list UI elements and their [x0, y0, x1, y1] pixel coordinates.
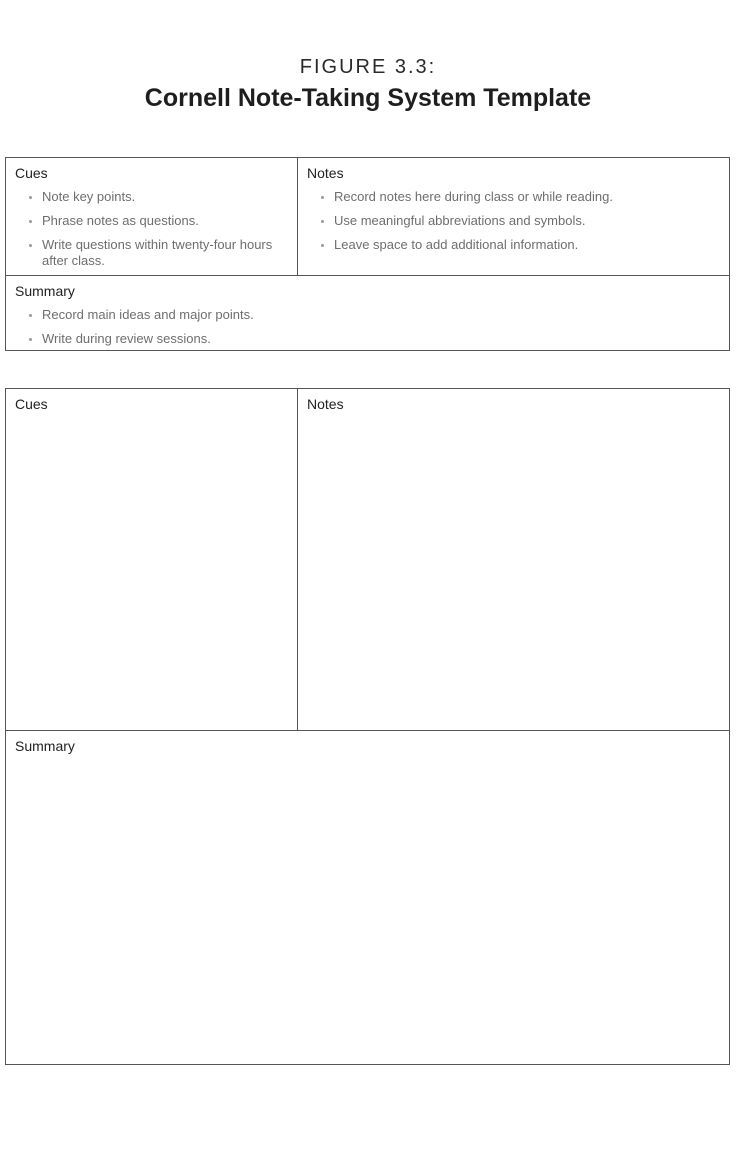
blank-notes-section[interactable] [298, 389, 729, 730]
example-notes-item: Use meaningful abbreviations and symbols. [306, 213, 721, 229]
example-cues-item: Phrase notes as questions. [14, 213, 289, 229]
example-cues-item: Write questions within twenty-four hours after class. [14, 237, 289, 269]
example-summary-list [14, 307, 714, 355]
example-cues-section [6, 158, 297, 275]
blank-summary-label: Summary [15, 738, 75, 754]
figure-label: FIGURE 3.3: [299, 56, 437, 78]
blank-template [5, 388, 730, 1065]
blank-summary-section[interactable] [6, 731, 729, 1064]
blank-cues-label: Cues [15, 396, 48, 412]
example-summary-item: Record main ideas and major points. [14, 307, 714, 323]
example-summary-item: Write during review sessions. [14, 331, 714, 347]
example-cues-label: Cues [15, 165, 48, 181]
example-cues-item: Note key points. [14, 189, 289, 205]
example-cues-list [14, 189, 289, 277]
figure-title: Cornell Note-Taking System Template [144, 84, 592, 112]
example-notes-list [306, 189, 721, 261]
example-notes-item: Leave space to add additional information. [306, 237, 721, 253]
example-notes-item: Record notes here during class or while reading. [306, 189, 721, 205]
example-template [5, 157, 730, 351]
example-notes-section [298, 158, 729, 275]
example-summary-section [6, 276, 729, 350]
blank-notes-label: Notes [307, 396, 344, 412]
blank-cues-section[interactable] [6, 389, 297, 730]
example-notes-label: Notes [307, 165, 344, 181]
example-summary-label: Summary [15, 283, 75, 299]
